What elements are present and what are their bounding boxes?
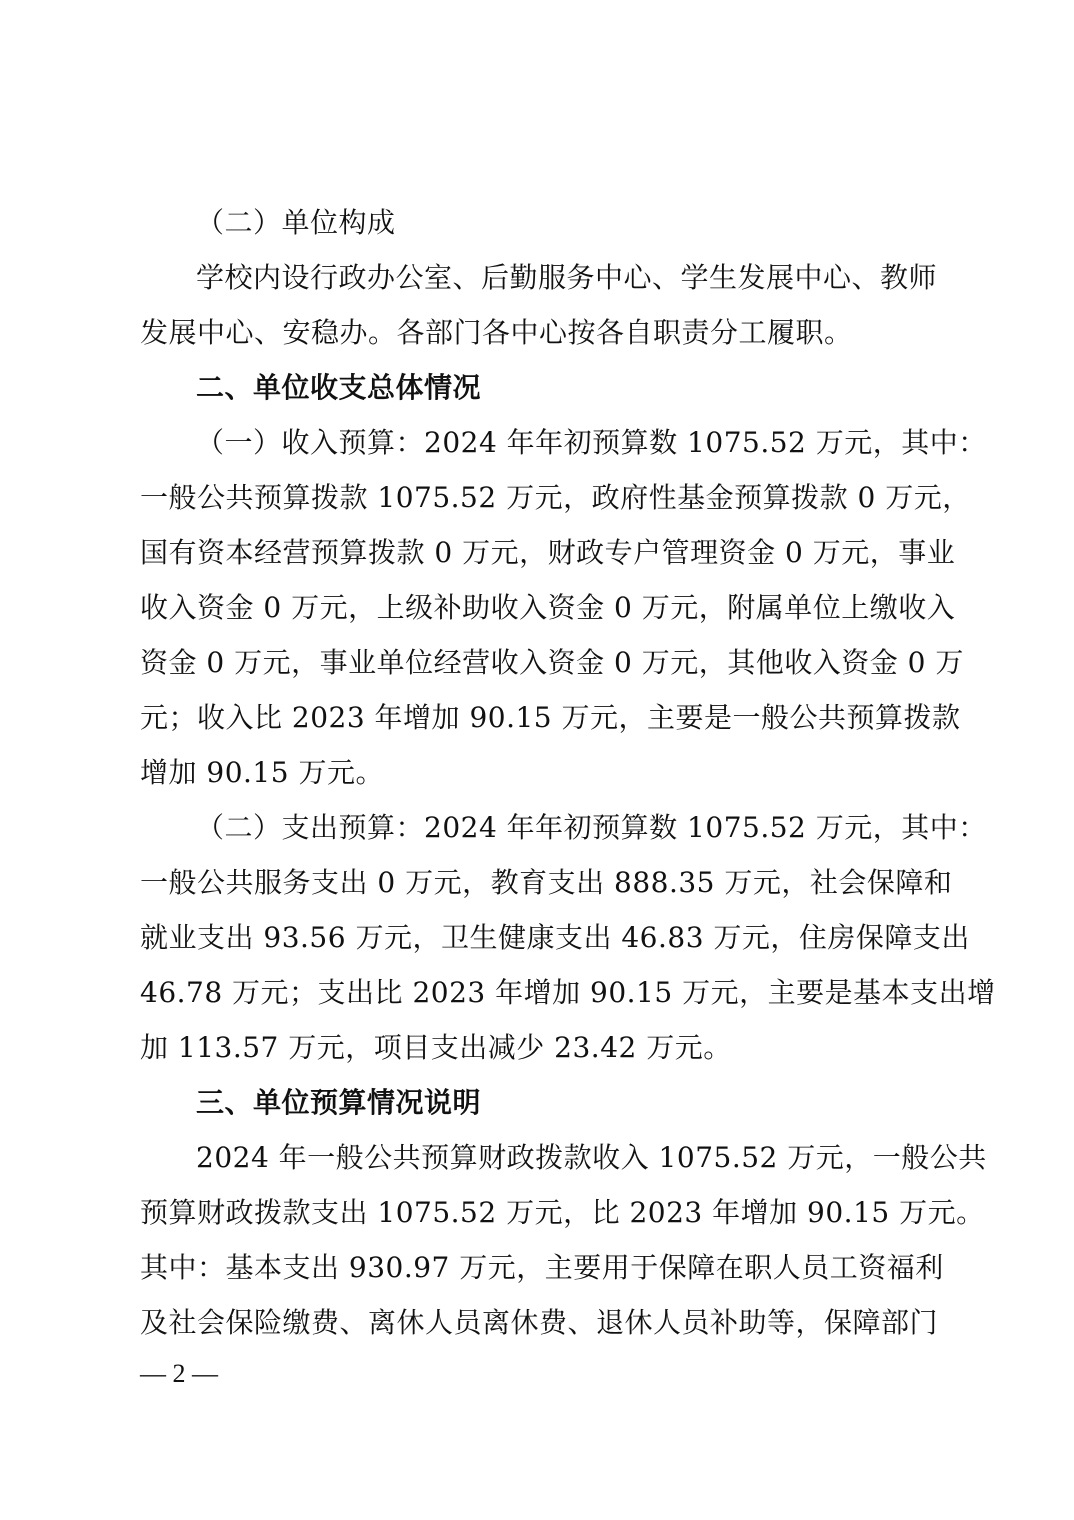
paragraph-line: 增加 90.15 万元。 xyxy=(140,756,384,789)
paragraph-line: 一般公共预算拨款 1075.52 万元，政府性基金预算拨款 0 万元， xyxy=(140,481,971,514)
paragraph-line: 及社会保险缴费、离休人员离休费、退休人员补助等，保障部门 xyxy=(140,1306,939,1339)
paragraph-line: 元；收入比 2023 年增加 90.15 万元，主要是一般公共预算拨款 xyxy=(140,701,961,734)
paragraph-line: 发展中心、安稳办。各部门各中心按各自职责分工履职。 xyxy=(140,316,853,349)
paragraph-line: 其中：基本支出 930.97 万元，主要用于保障在职人员工资福利 xyxy=(140,1251,944,1284)
paragraph-line: 国有资本经营预算拨款 0 万元，财政专户管理资金 0 万元，事业 xyxy=(140,536,956,569)
paragraph-line: 加 113.57 万元，项目支出减少 23.42 万元。 xyxy=(140,1031,732,1064)
section-heading-unit-composition: （二）单位构成 xyxy=(196,206,396,239)
paragraph-line: （一）收入预算：2024 年年初预算数 1075.52 万元，其中： xyxy=(196,426,987,459)
paragraph-line: 就业支出 93.56 万元，卫生健康支出 46.83 万元，住房保障支出 xyxy=(140,921,970,954)
paragraph-line: （二）支出预算：2024 年年初预算数 1075.52 万元，其中： xyxy=(196,811,987,844)
paragraph-line: 收入资金 0 万元，上级补助收入资金 0 万元，附属单位上缴收入 xyxy=(140,591,956,624)
section-heading-income-expense: 二、单位收支总体情况 xyxy=(196,371,482,404)
section-heading-budget-description: 三、单位预算情况说明 xyxy=(196,1086,482,1119)
paragraph-line: 一般公共服务支出 0 万元，教育支出 888.35 万元，社会保障和 xyxy=(140,866,953,899)
paragraph-line: 46.78 万元；支出比 2023 年增加 90.15 万元，主要是基本支出增 xyxy=(140,976,996,1009)
paragraph-line: 学校内设行政办公室、后勤服务中心、学生发展中心、教师 xyxy=(196,261,938,294)
paragraph-line: 预算财政拨款支出 1075.52 万元，比 2023 年增加 90.15 万元。 xyxy=(140,1196,985,1229)
page-number: — 2 — xyxy=(140,1359,218,1388)
paragraph-line: 资金 0 万元，事业单位经营收入资金 0 万元，其他收入资金 0 万 xyxy=(140,646,964,679)
paragraph-line: 2024 年一般公共预算财政拨款收入 1075.52 万元，一般公共 xyxy=(196,1141,987,1174)
